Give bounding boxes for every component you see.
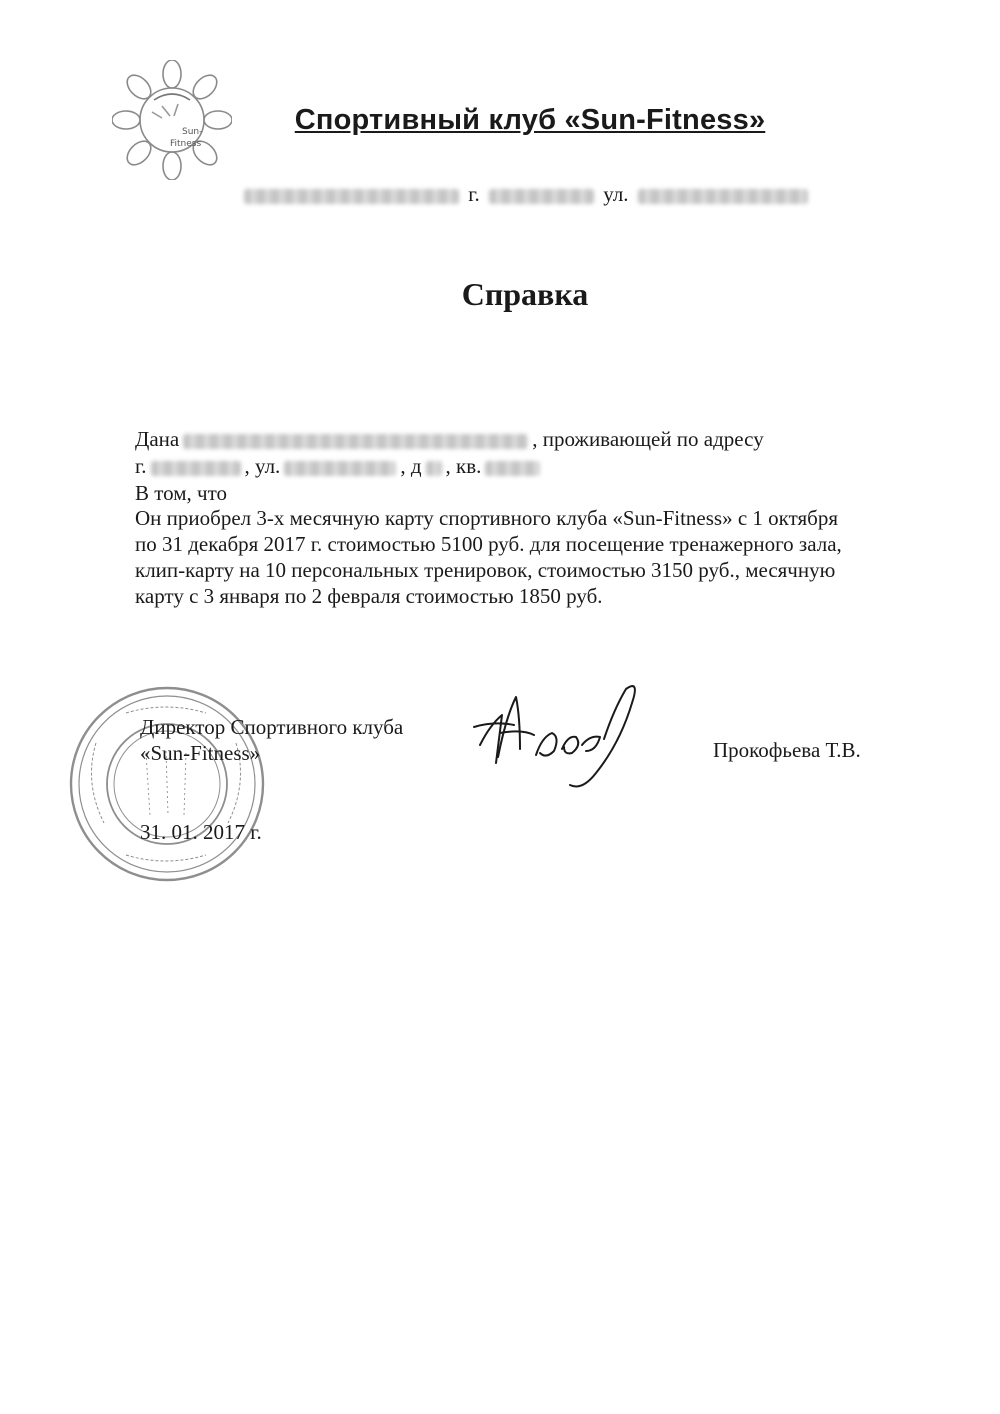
signer-position-line1: Директор Спортивного клуба bbox=[140, 715, 404, 739]
redacted-field bbox=[284, 461, 396, 476]
body-line-7: карту с 3 января по 2 февраля стоимостью 1850 руб. bbox=[135, 584, 603, 608]
redacted-field bbox=[183, 434, 528, 449]
body-line-address: г. , ул. , д , кв. bbox=[135, 454, 544, 479]
redacted-field bbox=[638, 189, 808, 204]
svg-text:Sun-: Sun- bbox=[182, 127, 203, 137]
document-title: Справка bbox=[461, 276, 589, 312]
body-line-recipient: Дана , проживающей по адресу bbox=[135, 427, 764, 451]
svg-text:Fitness: Fitness bbox=[170, 139, 202, 149]
redacted-field bbox=[485, 461, 540, 476]
club-address bbox=[240, 182, 812, 207]
stamp-icon bbox=[66, 683, 268, 885]
signer-position-line2: «Sun-Fitness» bbox=[140, 741, 261, 765]
club-title: Спортивный клуб «Sun-Fitness» bbox=[294, 104, 766, 136]
signer-name: Прокофьева Т.В. bbox=[713, 738, 861, 762]
city-label: г. bbox=[468, 182, 480, 206]
official-stamp bbox=[66, 683, 268, 885]
signature-icon bbox=[470, 675, 660, 815]
redacted-field bbox=[151, 461, 241, 476]
body-line-5: по 31 декабря 2017 г. стоимостью 5100 руб. для посещение тренажерного зала, bbox=[135, 532, 842, 556]
club-logo bbox=[112, 60, 232, 180]
redacted-field bbox=[426, 461, 442, 476]
redacted-field bbox=[244, 189, 459, 204]
street-label: ул. bbox=[603, 182, 629, 206]
body-line-4: Он приобрел 3-х месячную карту спортивного клуба «Sun-Fitness» с 1 октября bbox=[135, 506, 838, 530]
signature-date: 31. 01. 2017 г. bbox=[140, 820, 262, 844]
sun-logo-icon bbox=[112, 60, 232, 180]
handwritten-signature bbox=[470, 675, 660, 815]
redacted-field bbox=[489, 189, 594, 204]
body-line-3: В том, что bbox=[135, 481, 228, 505]
body-line-6: клип-карту на 10 персональных тренировок, стоимостью 3150 руб., месячную bbox=[135, 558, 836, 582]
